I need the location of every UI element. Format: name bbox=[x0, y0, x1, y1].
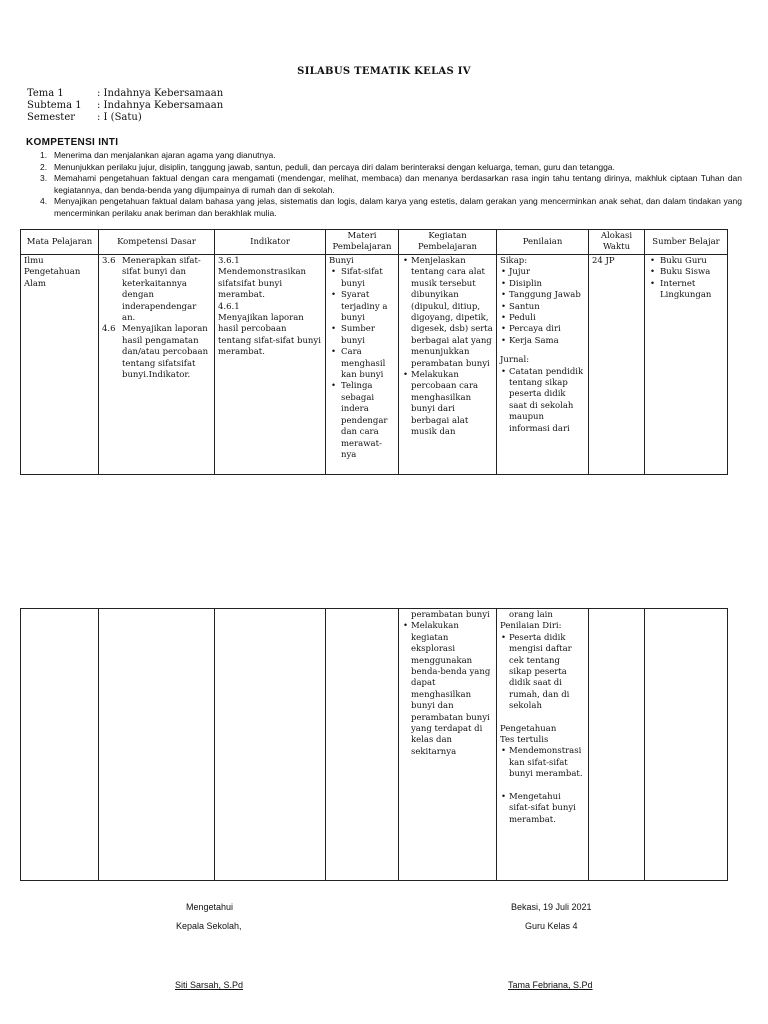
item-number: 1. bbox=[40, 150, 48, 160]
pengetahuan-label: Pengetahuan bbox=[500, 723, 557, 734]
materi-list bbox=[329, 267, 395, 461]
syllabus-table bbox=[20, 229, 728, 475]
cell-penilaian bbox=[497, 609, 589, 881]
cell-kegiatan bbox=[399, 255, 497, 475]
kd-text: Menyajikan laporan hasil pengamatan dan/atau percobaan tentang sifatsifat bunyi.Indikator. bbox=[122, 324, 209, 381]
kd-item bbox=[102, 256, 211, 324]
signature-left-label2: Kepala Sekolah, bbox=[176, 921, 242, 931]
list-item: • Menjelaskan tentang cara alat musik tersebut dibunyikan (dipukul, ditiup, digoyang, dipetik, digesek, dsb) serta berbagai alat yang menunjukkan perambatan bunyi bbox=[411, 256, 493, 370]
penilaian-jurnal-list bbox=[500, 367, 585, 435]
signature-left-label1: Mengetahui bbox=[186, 902, 234, 912]
table-row bbox=[21, 255, 728, 475]
cell-penilaian bbox=[497, 255, 589, 475]
cell-mata-pelajaran bbox=[21, 255, 99, 475]
list-item: • Percaya diri bbox=[509, 324, 585, 335]
cell-materi bbox=[326, 255, 399, 475]
cell-alokasi bbox=[589, 255, 645, 475]
list-item: • Sumber bunyi bbox=[341, 324, 395, 347]
table-row bbox=[21, 609, 728, 881]
header-indikator: Indikator bbox=[215, 230, 326, 255]
list-item: • Jujur bbox=[509, 267, 585, 278]
syllabus-table-continued bbox=[20, 608, 728, 881]
item-number: 3. bbox=[40, 173, 48, 183]
tes-label: Tes tertulis bbox=[500, 735, 549, 746]
penilaian-diri-label: Penilaian Diri: bbox=[500, 621, 562, 632]
signature-right-name: Tama Febriana, S.Pd bbox=[508, 980, 593, 990]
list-item: • Santun bbox=[509, 302, 585, 313]
penilaian-diri-list bbox=[500, 633, 585, 713]
item-text: Menyajikan pengetahuan faktual dalam bahasa yang jelas, sistematis dan logis, dalam karya yang estetis, dalam gerakan yang mencerminkan anak sehat, dan dalam tindakan yang mencerminkan perilaku anak beriman dan berakhlak mulia. bbox=[54, 196, 742, 218]
penilaian-continued: orang lain bbox=[509, 610, 553, 620]
item-text: Menerima dan menjalankan ajaran agama yang dianutnya. bbox=[54, 150, 276, 160]
kd-item bbox=[102, 324, 211, 381]
cell-sumber bbox=[645, 255, 728, 475]
tes-list bbox=[500, 746, 585, 825]
cell-kompetensi-dasar bbox=[99, 609, 215, 881]
signature-right-label1: Bekasi, 19 Juli 2021 bbox=[511, 902, 592, 912]
signature-left-name: Siti Sarsah, S.Pd bbox=[175, 980, 244, 990]
list-item: • Internet Lingkungan bbox=[660, 279, 724, 302]
kegiatan-list bbox=[402, 256, 493, 439]
header-mata-pelajaran: Mata Pelajaran bbox=[21, 230, 99, 255]
meta-row-tema bbox=[27, 88, 223, 100]
indikator-line: 4.6.1 bbox=[218, 301, 240, 312]
meta-key: Tema 1 bbox=[27, 88, 64, 99]
meta-value: : I (Satu) bbox=[97, 112, 142, 123]
list-item: • Mendemonstrasi kan sifat-sifat bunyi merambat. bbox=[509, 746, 585, 780]
penilaian-jurnal-label: Jurnal: bbox=[500, 355, 530, 366]
item-text: Memahami pengetahuan faktual dengan cara mengamati (mendengar, melihat, membaca) dan menanya berdasarkan rasa ingin tahu tentang dirinya, makhluk ciptaan Tuhan dan kegiatannya, dan benda-benda yang dijumpainya di rumah dan di sekolah. bbox=[54, 173, 742, 195]
header-materi: Materi Pembelajaran bbox=[326, 230, 399, 255]
kd-number: 4.6 bbox=[102, 324, 116, 335]
indikator-line: Mendemonstrasikan sifatsifat bunyi merambat. bbox=[218, 267, 307, 301]
kompetensi-inti-heading: KOMPETENSI INTI bbox=[26, 137, 119, 148]
cell-kegiatan bbox=[399, 609, 497, 881]
list-item: • Melakukan kegiatan eksplorasi menggunakan benda-benda yang dapat menghasilkan bunyi dan perambatan bunyi yang terdapat di kelas dan sekitarnya bbox=[411, 621, 493, 758]
kegiatan-continued: perambatan bunyi bbox=[411, 610, 490, 620]
list-item: • Disiplin bbox=[509, 279, 585, 290]
meta-value: : Indahnya Kebersamaan bbox=[97, 88, 224, 99]
item-number: 2. bbox=[40, 161, 48, 172]
item-text: Menunjukkan perilaku jujur, disiplin, tanggung jawab, santun, peduli, dan percaya diri dalam berinteraksi dengan keluarga, teman, guru dan tetangga. bbox=[54, 161, 615, 172]
table-header-row bbox=[21, 230, 728, 255]
sumber-list bbox=[648, 256, 724, 302]
penilaian-sikap-list bbox=[500, 267, 585, 347]
list-item: • Syarat terjadiny a bunyi bbox=[341, 290, 395, 324]
header-kegiatan: Kegiatan Pembelajaran bbox=[399, 230, 497, 255]
meta-key: Semester bbox=[27, 112, 76, 123]
cell-materi bbox=[326, 609, 399, 881]
indikator-line: 3.6.1 bbox=[218, 256, 240, 266]
list-item: • Peduli bbox=[509, 313, 585, 324]
kompetensi-inti-item bbox=[40, 173, 742, 196]
header-penilaian: Penilaian bbox=[497, 230, 589, 255]
list-item: • Cara menghasil kan bunyi bbox=[341, 347, 395, 381]
header-sumber: Sumber Belajar bbox=[645, 230, 728, 255]
meta-value: : Indahnya Kebersamaan bbox=[97, 100, 224, 111]
cell-kompetensi-dasar bbox=[99, 255, 215, 475]
list-item: • Telinga sebagai indera pendengar dan cara merawat-nya bbox=[341, 381, 395, 461]
list-item: • Tanggung Jawab bbox=[509, 290, 585, 301]
alokasi-text: 24 JP bbox=[592, 256, 615, 266]
cell-alokasi bbox=[589, 609, 645, 881]
list-item: • Melakukan percobaan cara menghasilkan bunyi dari berbagai alat musik dan bbox=[411, 370, 493, 438]
item-number: 4. bbox=[40, 196, 48, 206]
signature-right-label2: Guru Kelas 4 bbox=[525, 921, 578, 931]
kd-text: Menerapkan sifat-sifat bunyi dan keterkaitannya dengan inderapendengar an. bbox=[122, 256, 201, 324]
list-item: • Catatan pendidik tentang sikap peserta didik saat di sekolah maupun informasi dari bbox=[509, 367, 585, 435]
cell-sumber bbox=[645, 609, 728, 881]
meta-row-semester bbox=[27, 112, 223, 124]
kegiatan-list bbox=[402, 621, 493, 758]
kompetensi-inti-list bbox=[40, 150, 742, 219]
mapel-text: Ilmu Pengetahuan Alam bbox=[24, 256, 81, 289]
cell-indikator bbox=[215, 255, 326, 475]
kompetensi-inti-item bbox=[40, 196, 742, 219]
list-item: • Peserta didik mengisi daftar cek tentang sikap peserta didik saat di rumah, dan di sekolah bbox=[509, 633, 585, 713]
kompetensi-inti-item bbox=[40, 162, 742, 174]
header-kompetensi-dasar: Kompetensi Dasar bbox=[99, 230, 215, 255]
kompetensi-inti-item bbox=[40, 150, 742, 162]
document-meta bbox=[27, 88, 223, 124]
list-item: • Buku Guru bbox=[660, 256, 724, 267]
indikator-line: Menyajikan laporan hasil percobaan tentang sifat-sifat bunyi merambat. bbox=[218, 313, 321, 358]
list-item: • Sifat-sifat bunyi bbox=[341, 267, 395, 290]
cell-indikator bbox=[215, 609, 326, 881]
materi-title: Bunyi bbox=[329, 256, 354, 266]
penilaian-sikap-label: Sikap: bbox=[500, 256, 528, 266]
list-item: • Buku Siswa bbox=[660, 267, 724, 278]
document-title: SILABUS TEMATIK KELAS IV bbox=[297, 66, 471, 77]
list-item: • Kerja Sama bbox=[509, 336, 585, 347]
kd-number: 3.6 bbox=[102, 256, 116, 266]
meta-row-subtema bbox=[27, 100, 223, 112]
meta-key: Subtema 1 bbox=[27, 100, 82, 111]
header-alokasi: Alokasi Waktu bbox=[589, 230, 645, 255]
cell-mata-pelajaran bbox=[21, 609, 99, 881]
list-item: • Mengetahui sifat-sifat bunyi merambat. bbox=[509, 792, 585, 826]
